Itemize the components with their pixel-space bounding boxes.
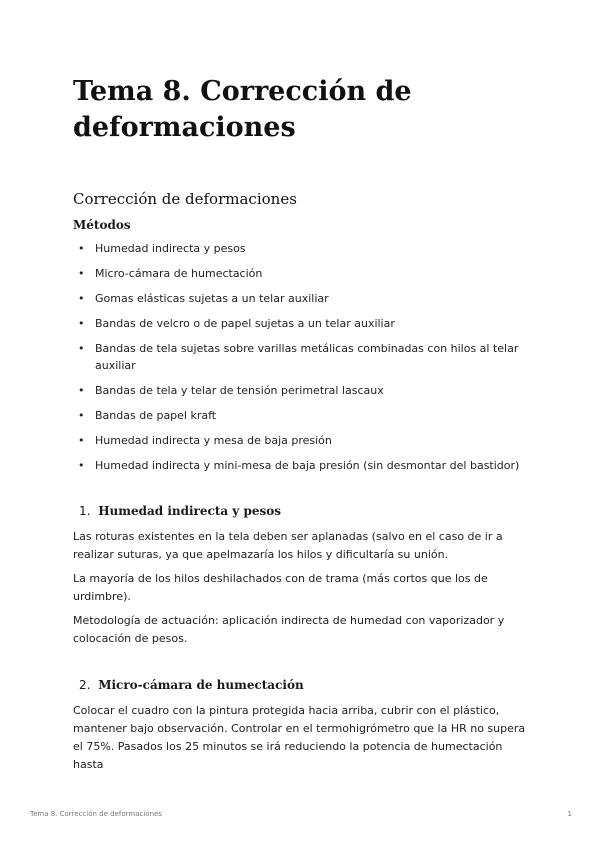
- paragraph: Metodología de actuación: aplicación indirecta de humedad con vaporizador y colocación de pesos.: [73, 614, 505, 645]
- bullet-icon: •: [78, 459, 85, 472]
- bullet-icon: •: [78, 317, 85, 330]
- section-number: 1.: [79, 504, 91, 518]
- paragraph: La mayoría de los hilos deshilachados con de trama (más cortos que los de urdimbre).: [73, 572, 488, 603]
- section-2: [73, 676, 533, 774]
- bullet-icon: •: [78, 342, 85, 355]
- page-footer: [30, 810, 572, 818]
- paragraph: Colocar el cuadro con la pintura protegida hacia arriba, cubrir con el plástico, mantener bajo observación. Controlar en el termohigrómetro que la HR no supera el 75%. Pasados los 25 minutos se irá reduciendo la potencia de humectación hasta: [73, 704, 526, 771]
- bullet-icon: •: [78, 267, 85, 280]
- list-item: • Humedad indirecta y pesos: [78, 242, 246, 255]
- paragraph: Las roturas existentes en la tela deben ser aplanadas (salvo en el caso de ir a realizar suturas, ya que apelmazaría los hilos y dificultaría su unión.: [73, 530, 503, 561]
- section-title: Corrección de deformaciones: [73, 190, 297, 208]
- list-item: • Bandas de tela sujetas sobre varillas metálicas combinadas con hilos al telar auxiliar: [78, 342, 519, 372]
- list-item: • Bandas de tela y telar de tensión perimetral lascaux: [78, 384, 384, 397]
- page-number: 1: [567, 810, 572, 818]
- methods-heading: Métodos: [73, 218, 131, 232]
- methods-list: [73, 240, 533, 474]
- list-item: • Humedad indirecta y mini-mesa de baja presión (sin desmontar del bastidor): [78, 459, 520, 472]
- footer-title: Tema 8. Corrección de deformaciones: [30, 810, 162, 818]
- bullet-icon: •: [78, 434, 85, 447]
- bullet-icon: •: [78, 292, 85, 305]
- bullet-icon: •: [78, 409, 85, 422]
- section-1: [73, 502, 533, 648]
- section-heading: 1. Humedad indirecta y pesos: [79, 504, 281, 518]
- list-item: • Gomas elásticas sujetas a un telar auxiliar: [78, 292, 329, 305]
- bullet-icon: •: [78, 242, 85, 255]
- page-title: Tema 8. Corrección de deformaciones: [73, 76, 412, 143]
- bullet-icon: •: [78, 384, 85, 397]
- section-number: 2.: [79, 678, 91, 692]
- list-item: • Bandas de velcro o de papel sujetas a un telar auxiliar: [78, 317, 395, 330]
- list-item: • Micro-cámara de humectación: [78, 267, 263, 280]
- list-item: • Bandas de papel kraft: [78, 409, 217, 422]
- document-page: [73, 74, 533, 774]
- section-heading: 2. Micro-cámara de humectación: [79, 678, 304, 692]
- list-item: • Humedad indirecta y mesa de baja presión: [78, 434, 332, 447]
